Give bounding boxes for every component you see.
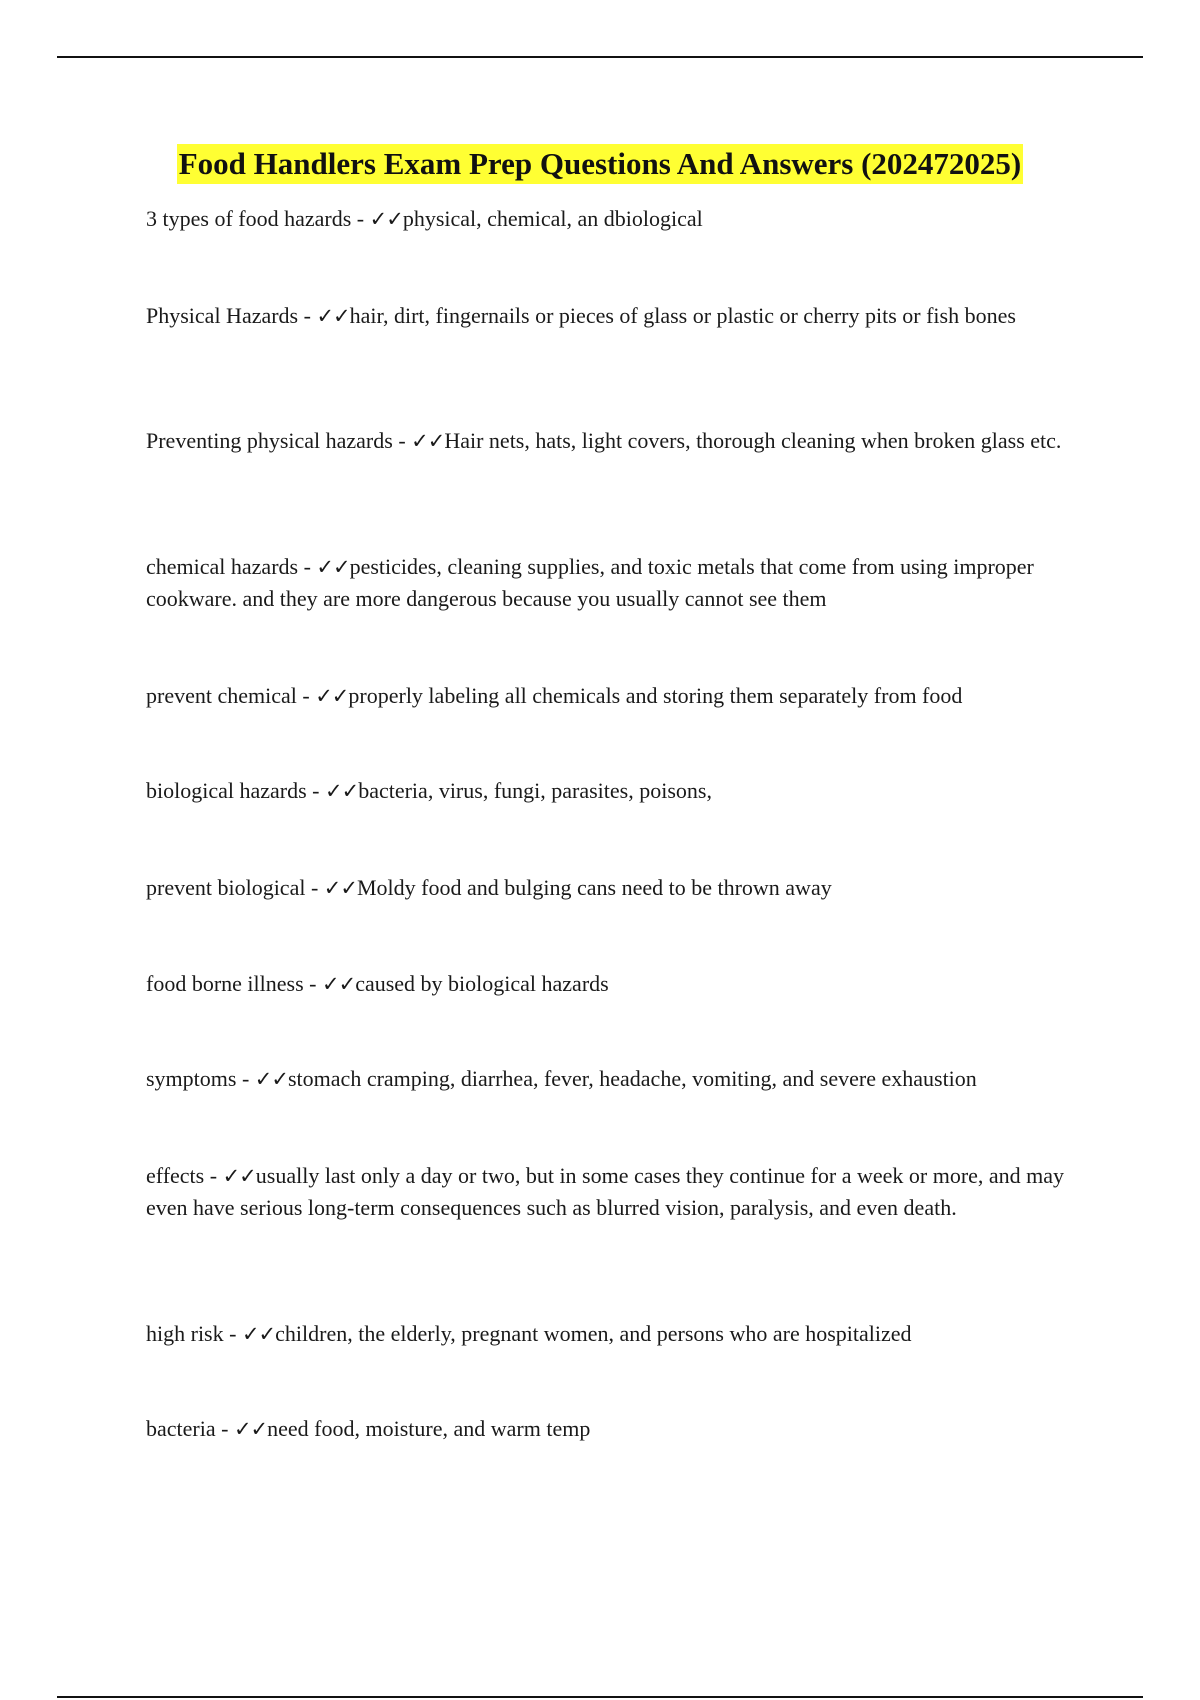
double-check-icon: ✓✓ xyxy=(316,304,350,328)
title-container xyxy=(0,144,1200,184)
qa-entry: prevent biological - ✓✓Moldy food and bulging cans need to be thrown away xyxy=(146,875,832,900)
entry-term: biological hazards xyxy=(146,778,307,803)
bottom-rule xyxy=(57,1696,1143,1698)
double-check-icon: ✓✓ xyxy=(233,1417,268,1441)
qa-entry: 3 types of food hazards - ✓✓physical, chemical, an dbiological xyxy=(146,206,703,231)
double-check-icon: ✓✓ xyxy=(316,555,350,579)
qa-entry: Preventing physical hazards - ✓✓Hair nets, hats, light covers, thorough cleaning when broken glass etc. xyxy=(146,428,1062,453)
qa-entry: high risk - ✓✓children, the elderly, pregnant women, and persons who are hospitalized xyxy=(146,1321,912,1346)
double-check-icon: ✓✓ xyxy=(369,207,403,231)
entry-answer: children, the elderly, pregnant women, and persons who are hospitalized xyxy=(275,1321,912,1346)
entry-term: chemical hazards xyxy=(146,554,299,579)
entry-term: effects xyxy=(146,1163,205,1188)
qa-entry: biological hazards - ✓✓bacteria, virus, fungi, parasites, poisons, xyxy=(146,778,712,803)
qa-entry: prevent chemical - ✓✓properly labeling all chemicals and storing them separately from food xyxy=(146,683,963,708)
entry-answer: usually last only a day or two, but in some cases they continue for a week or more, and may even have serious long-term consequences such as blurred vision, paralysis, and even death. xyxy=(146,1163,1065,1220)
entry-answer: properly labeling all chemicals and storing them separately from food xyxy=(348,683,963,708)
entry-answer: stomach cramping, diarrhea, fever, headache, vomiting, and severe exhaustion xyxy=(288,1066,977,1091)
entry-term: Physical Hazards xyxy=(146,303,299,328)
double-check-icon: ✓✓ xyxy=(411,429,445,453)
qa-entry: chemical hazards - ✓✓pesticides, cleaning supplies, and toxic metals that come from using improper cookware. and they are more dangerous because you usually cannot see them xyxy=(146,554,1034,611)
double-check-icon: ✓✓ xyxy=(222,1164,256,1188)
qa-entry: symptoms - ✓✓stomach cramping, diarrhea, fever, headache, vomiting, and severe exhaustion xyxy=(146,1066,977,1091)
double-check-icon: ✓✓ xyxy=(241,1322,276,1346)
qa-entry: effects - ✓✓usually last only a day or two, but in some cases they continue for a week or more, and may even have serious long-term consequences such as blurred vision, paralysis, and even death. xyxy=(146,1163,1065,1220)
entry-answer: Hair nets, hats, light covers, thorough cleaning when broken glass etc. xyxy=(444,428,1062,453)
entry-answer: pesticides, cleaning supplies, and toxic metals that come from using improper cookware. and they are more dangerous because you usually cannot see them xyxy=(146,554,1034,611)
double-check-icon: ✓✓ xyxy=(323,876,357,900)
double-check-icon: ✓✓ xyxy=(315,684,349,708)
entry-term: symptoms xyxy=(146,1066,237,1091)
double-check-icon: ✓✓ xyxy=(254,1067,288,1091)
entry-answer: physical, chemical, an dbiological xyxy=(402,206,703,231)
entry-term: bacteria xyxy=(146,1416,216,1441)
entry-term: prevent biological xyxy=(146,875,306,900)
double-check-icon: ✓✓ xyxy=(321,972,356,996)
qa-entry: food borne illness - ✓✓caused by biological hazards xyxy=(146,971,609,996)
entry-term: 3 types of food hazards xyxy=(146,206,352,231)
top-rule xyxy=(57,56,1143,58)
entry-term: prevent chemical xyxy=(146,683,297,708)
qa-entry: bacteria - ✓✓need food, moisture, and warm temp xyxy=(146,1416,591,1441)
entry-answer: bacteria, virus, fungi, parasites, poisons, xyxy=(358,778,712,803)
double-check-icon: ✓✓ xyxy=(325,779,359,803)
entry-answer: hair, dirt, fingernails or pieces of glass or plastic or cherry pits or fish bones xyxy=(349,303,1016,328)
entry-term: food borne illness xyxy=(146,971,304,996)
entry-answer: Moldy food and bulging cans need to be thrown away xyxy=(356,875,832,900)
entry-term: Preventing physical hazards xyxy=(146,428,393,453)
qa-entry: Physical Hazards - ✓✓hair, dirt, fingernails or pieces of glass or plastic or cherry pits or fish bones xyxy=(146,303,1016,328)
entry-term: high risk xyxy=(146,1321,224,1346)
entry-answer: caused by biological hazards xyxy=(355,971,609,996)
entry-answer: need food, moisture, and warm temp xyxy=(267,1416,591,1441)
document-title: Food Handlers Exam Prep Questions And Answers (202472025) xyxy=(177,144,1024,184)
